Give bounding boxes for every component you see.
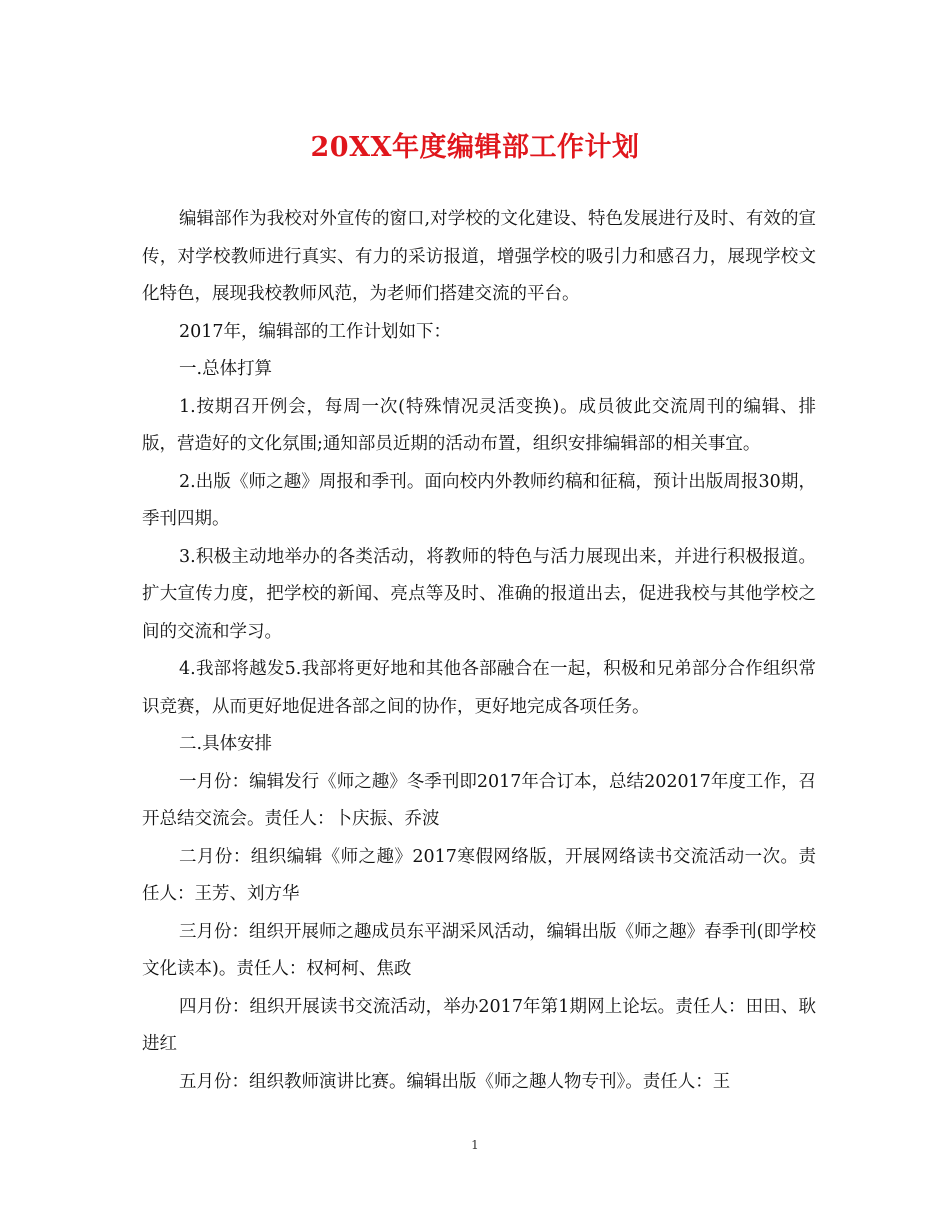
section-heading-schedule: 二.具体安排 — [179, 734, 273, 754]
paragraph-february: 二月份：组织编辑《师之趣》2017寒假网络版，开展网络读书交流活动一次。责任人：王芳、刘方华 — [142, 846, 816, 904]
paragraph-item-4: 4.我部将越发5.我部将更好地和其他各部融合在一起，积极和兄弟部分合作组织常识竞赛，从而更好地促进各部之间的协作，更好地完成各项任务。 — [142, 659, 816, 717]
page-number: 1 — [471, 1138, 479, 1152]
paragraph-item-3: 3.积极主动地举办的各类活动，将教师的特色与活力展现出来，并进行积极报道。扩大宣传力度，把学校的新闻、亮点等及时、准确的报道出去，促进我校与其他学校之间的交流和学习。 — [142, 546, 816, 642]
paragraph-item-1: 1.按期召开例会，每周一次(特殊情况灵活变换)。成员彼此交流周刊的编辑、排版，营造好的文化氛围;通知部员近期的活动布置，组织安排编辑部的相关事宜。 — [142, 396, 816, 454]
section-heading-overall: 一.总体打算 — [179, 359, 273, 379]
paragraph-intro: 编辑部作为我校对外宣传的窗口,对学校的文化建设、特色发展进行及时、有效的宣传，对学校教师进行真实、有力的采访报道，增强学校的吸引力和感召力，展现学校文化特色，展现我校教师风范，为老师们搭建交流的平台。 — [142, 209, 816, 304]
document-title: 20XX年度编辑部工作计划 — [310, 132, 640, 163]
paragraph-march: 三月份：组织开展师之趣成员东平湖采风活动，编辑出版《师之趣》春季刊(即学校文化读本)。责任人：权柯柯、焦政 — [142, 921, 816, 979]
paragraph-april: 四月份：组织开展读书交流活动，举办2017年第1期网上论坛。责任人：田田、耿进红 — [142, 996, 816, 1054]
paragraph-may: 五月份：组织教师演讲比赛。编辑出版《师之趣人物专刊》。责任人：王 — [179, 1071, 731, 1092]
document-body — [142, 201, 816, 1101]
paragraph-january: 一月份：编辑发行《师之趣》冬季刊即2017年合订本，总结202017年度工作，召开总结交流会。责任人：卜庆振、乔波 — [142, 771, 816, 829]
paragraph-year-plan: 2017年，编辑部的工作计划如下： — [179, 321, 452, 342]
paragraph-item-2: 2.出版《师之趣》周报和季刊。面向校内外教师约稿和征稿，预计出版周报30期，季刊四期。 — [142, 471, 816, 529]
